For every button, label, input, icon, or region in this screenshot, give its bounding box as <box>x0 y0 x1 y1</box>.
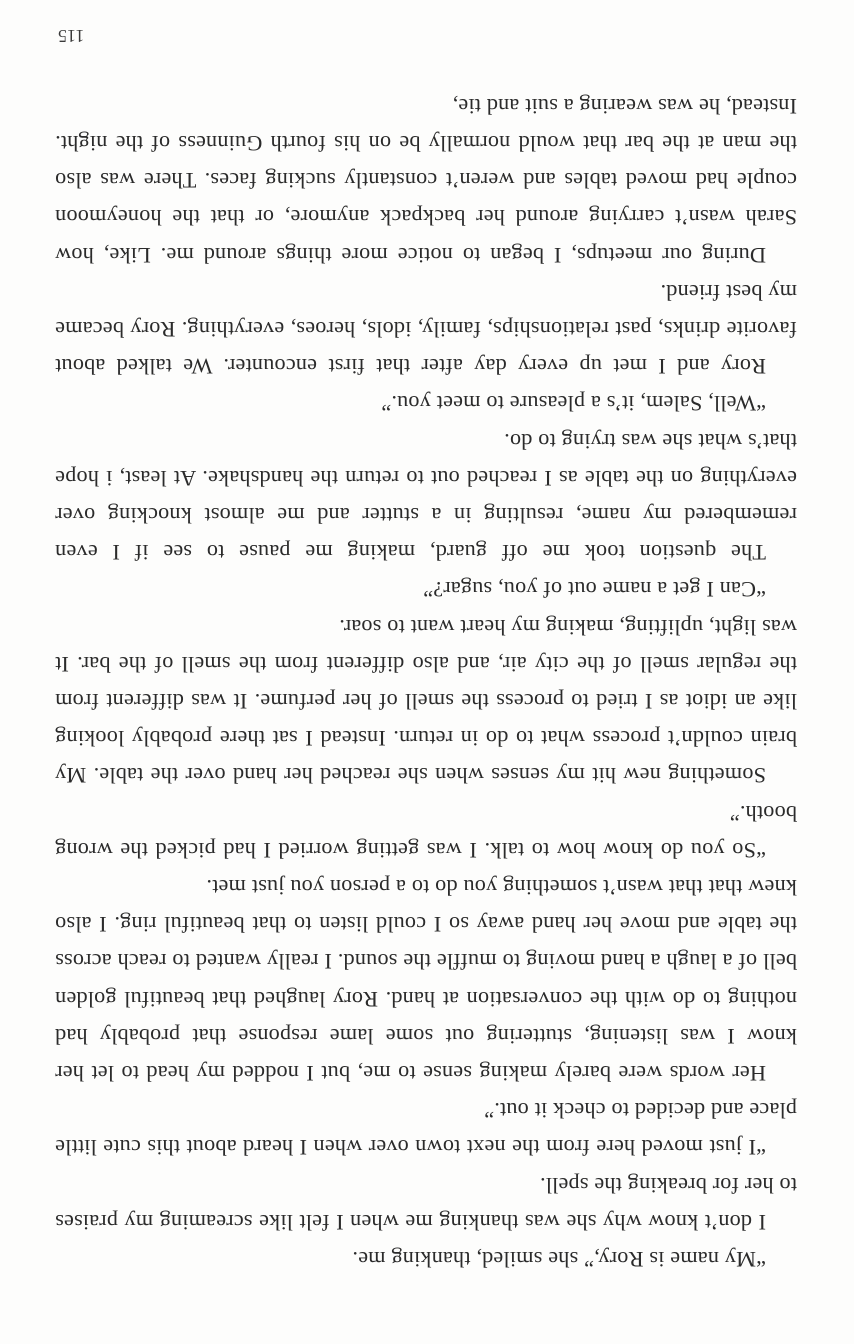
paragraph: “Can I get a name out of you, sugar?” <box>423 577 766 603</box>
body-text <box>55 88 797 1279</box>
paragraph: During our meetups, I began to notice more things around me. Like, how Sarah wasn’t carrying around her backpack anymore, or that the honeymoon couple had moved tables and weren’t constantly sucking faces. There was also the man at the bar that would normally be on his fourth Guinness of the night. Instead, he was wearing a suit and tie, <box>55 93 797 268</box>
paragraph: Rory and I met up every day after that first encounter. We talked about favorite drinks, past relationships, family, idols, heroes, everything. Rory became my best friend. <box>55 279 797 380</box>
paragraph: “Well, Salem, it’s a pleasure to meet you.” <box>381 391 766 417</box>
page-number: 115 <box>58 26 85 46</box>
paragraph: I don’t know why she was thanking me when I felt like screaming my praises to her for breaking the spell. <box>55 1172 797 1235</box>
paragraph: “My name is Rory,” she smiled, thanking me. <box>352 1247 766 1272</box>
paragraph: Her words were barely making sense to me, but I nodded my head to let her know I was listening, stuttering out some lame response that probably had nothing to do with the conversation at hand. Rory laughed that beautiful golden bell of a laugh a hand moving to muffle the sound. I really wanted to reach across the table and move her hand away so I could listen to that beautiful ring. I also knew that that wasn’t something you do to a person you just met. <box>55 874 797 1086</box>
paragraph: “I just moved here from the next town over when I heard about this cute little place and decided to check it out.” <box>55 1098 797 1161</box>
paragraph: Something new hit my senses when she reached her hand over the table. My brain couldn’t process what to do in return. Instead I sat there probably looking like an idiot as I tried to process the smell of her perfume. It was different from the regular smell of the city air, and also different from the smell of the bar. It was light, uplifting, making my heart want to soar. <box>55 614 797 789</box>
paragraph: The question took me off guard, making me pause to see if I even remembered my name, resulting in a stutter and me almost knocking over everything on the table as I reached out to return the handshake. At least, i hope that’s what she was trying to do. <box>55 428 797 566</box>
paragraph: “So you do know how to talk. I was getting worried I had picked the wrong booth.” <box>55 800 797 863</box>
